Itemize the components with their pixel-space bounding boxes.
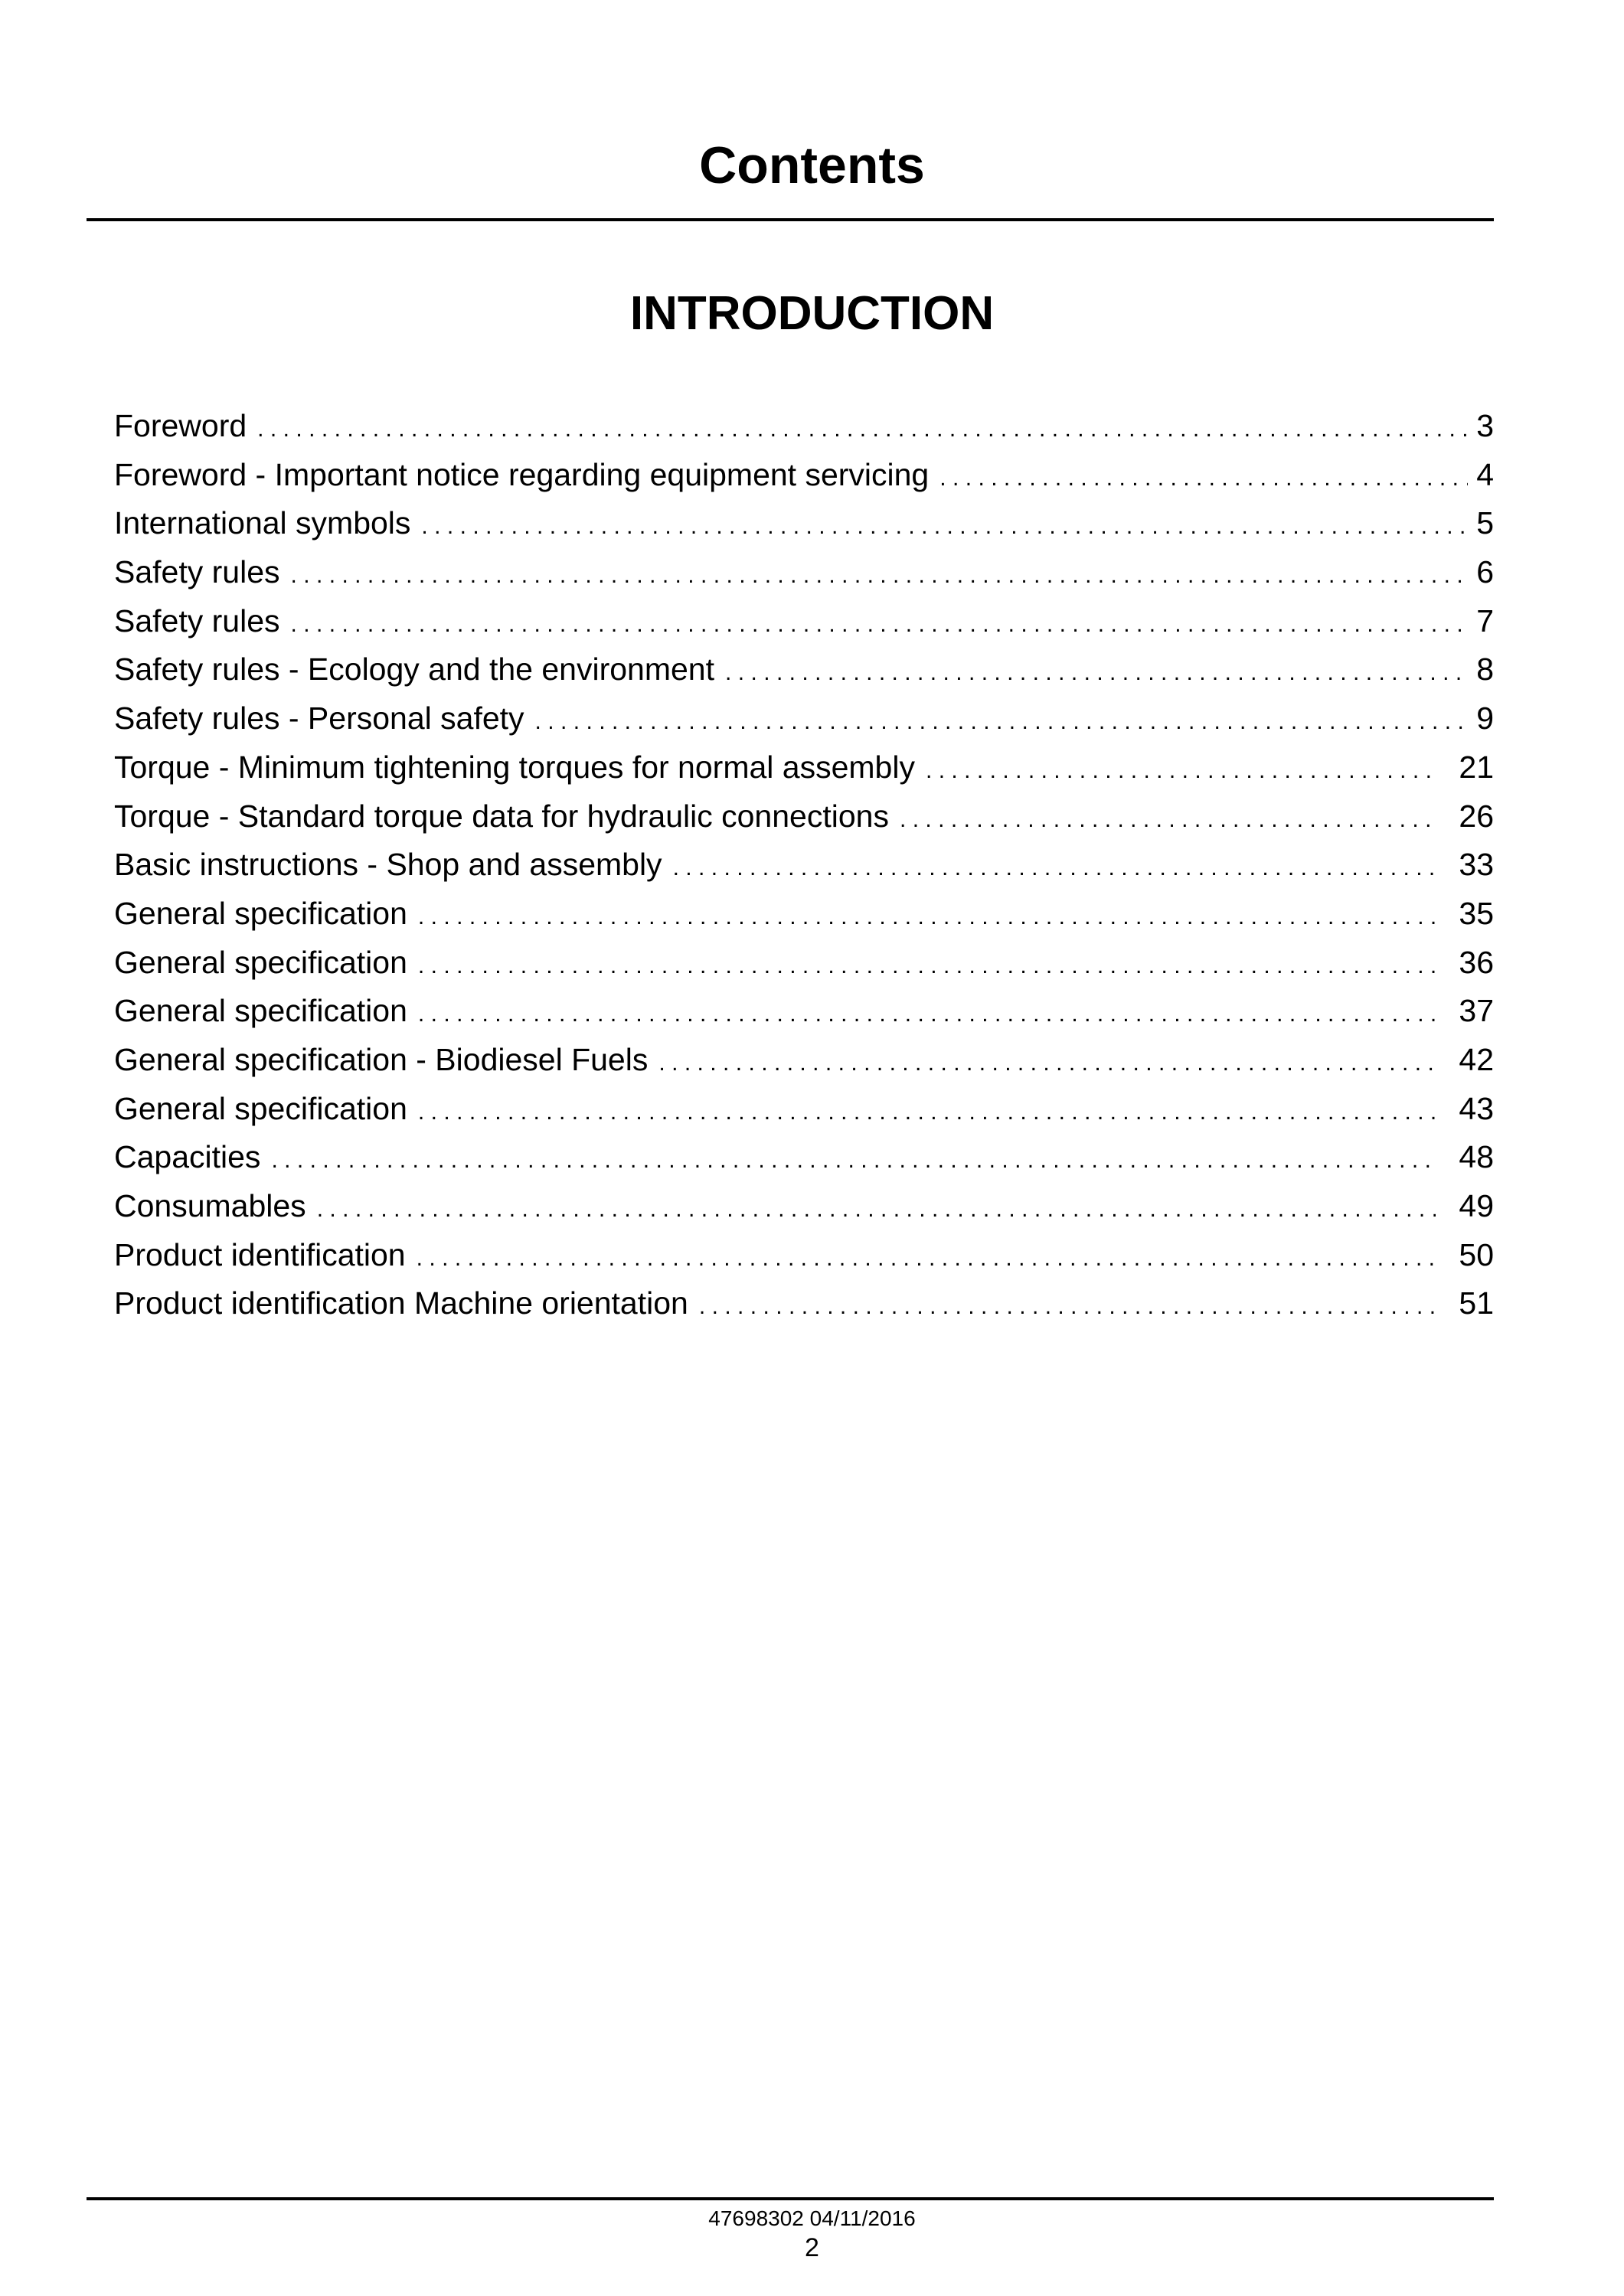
toc-entry-label: Capacities — [114, 1139, 261, 1175]
toc-entry[interactable] — [114, 402, 1494, 451]
toc-entry-label: Safety rules — [114, 554, 280, 590]
toc-dot-leader — [421, 502, 1468, 548]
toc-entry-label: Torque - Minimum tightening torques for normal assembly — [114, 749, 915, 785]
page-number: 2 — [805, 2233, 819, 2262]
document-reference: 47698302 04/11/2016 — [708, 2206, 916, 2230]
toc-dot-leader — [418, 990, 1436, 1036]
footer-divider — [87, 2197, 1494, 2200]
toc-entry-label: General specification — [114, 1090, 407, 1126]
toc-entry[interactable] — [114, 987, 1494, 1036]
toc-entry-label: Product identification Machine orientation — [114, 1285, 688, 1321]
toc-entry-label: General specification — [114, 944, 407, 980]
toc-dot-leader — [271, 1136, 1436, 1182]
toc-dot-leader — [418, 893, 1436, 939]
toc-entry-page: 37 — [1459, 993, 1494, 1029]
toc-entry[interactable] — [114, 743, 1494, 792]
toc-entry-label: International symbols — [114, 505, 411, 541]
toc-entry-page: 3 — [1476, 408, 1494, 443]
toc-entry[interactable] — [114, 1182, 1494, 1231]
header-divider — [87, 218, 1494, 221]
toc-entry[interactable] — [114, 451, 1494, 500]
toc-entry-label: Foreword — [114, 408, 247, 443]
toc-dot-leader — [699, 1282, 1436, 1328]
toc-dot-leader — [257, 405, 1468, 451]
toc-entry-page: 26 — [1459, 798, 1494, 834]
toc-entry[interactable] — [114, 694, 1494, 743]
table-of-contents — [114, 402, 1494, 1328]
toc-dot-leader — [939, 454, 1468, 500]
toc-dot-leader — [418, 942, 1436, 988]
toc-dot-leader — [418, 1088, 1436, 1134]
toc-dot-leader — [926, 746, 1436, 792]
toc-entry[interactable] — [114, 1231, 1494, 1280]
toc-entry-page: 33 — [1459, 847, 1494, 883]
toc-entry-label: Basic instructions - Shop and assembly — [114, 847, 662, 883]
toc-entry-label: Consumables — [114, 1188, 306, 1223]
toc-entry-label: General specification — [114, 895, 407, 931]
toc-entry-label: Foreword - Important notice regarding equipment servicing — [114, 456, 930, 492]
toc-entry[interactable] — [114, 1085, 1494, 1134]
toc-dot-leader — [535, 697, 1468, 743]
toc-entry-label: Torque - Standard torque data for hydraulic connections — [114, 798, 889, 834]
toc-entry[interactable] — [114, 597, 1494, 646]
toc-entry-label: Product identification — [114, 1236, 406, 1272]
toc-entry[interactable] — [114, 939, 1494, 988]
toc-entry-label: Safety rules - Ecology and the environment — [114, 652, 714, 687]
page-title: Contents — [699, 136, 925, 194]
toc-entry-page: 35 — [1459, 895, 1494, 931]
toc-entry[interactable] — [114, 890, 1494, 939]
toc-entry-page: 9 — [1476, 701, 1494, 736]
toc-entry-page: 4 — [1476, 456, 1494, 492]
toc-entry-label: General specification — [114, 993, 407, 1029]
toc-entry[interactable] — [114, 792, 1494, 841]
toc-dot-leader — [317, 1185, 1436, 1231]
toc-dot-leader — [291, 551, 1469, 597]
toc-entry[interactable] — [114, 1279, 1494, 1328]
toc-entry[interactable] — [114, 645, 1494, 694]
toc-entry-label: Safety rules - Personal safety — [114, 701, 524, 736]
toc-dot-leader — [673, 844, 1436, 890]
toc-entry[interactable] — [114, 499, 1494, 548]
toc-dot-leader — [900, 795, 1436, 841]
toc-entry[interactable] — [114, 1133, 1494, 1182]
toc-entry-page: 50 — [1459, 1236, 1494, 1272]
toc-dot-leader — [417, 1234, 1436, 1280]
toc-entry-label: General specification - Biodiesel Fuels — [114, 1041, 649, 1077]
toc-dot-leader — [658, 1039, 1436, 1085]
toc-entry-label: Safety rules — [114, 603, 280, 639]
toc-entry-page: 42 — [1459, 1041, 1494, 1077]
toc-dot-leader — [291, 600, 1469, 646]
toc-entry-page: 48 — [1459, 1139, 1494, 1175]
toc-entry-page: 51 — [1459, 1285, 1494, 1321]
toc-entry-page: 8 — [1476, 652, 1494, 687]
section-title: INTRODUCTION — [629, 287, 995, 340]
toc-entry[interactable] — [114, 841, 1494, 890]
toc-dot-leader — [725, 648, 1468, 694]
toc-entry[interactable] — [114, 1036, 1494, 1085]
toc-entry[interactable] — [114, 548, 1494, 597]
toc-entry-page: 49 — [1459, 1188, 1494, 1223]
toc-entry-page: 5 — [1476, 505, 1494, 541]
toc-entry-page: 21 — [1459, 749, 1494, 785]
toc-entry-page: 6 — [1476, 554, 1494, 590]
toc-entry-page: 43 — [1459, 1090, 1494, 1126]
toc-entry-page: 7 — [1476, 603, 1494, 639]
toc-entry-page: 36 — [1459, 944, 1494, 980]
